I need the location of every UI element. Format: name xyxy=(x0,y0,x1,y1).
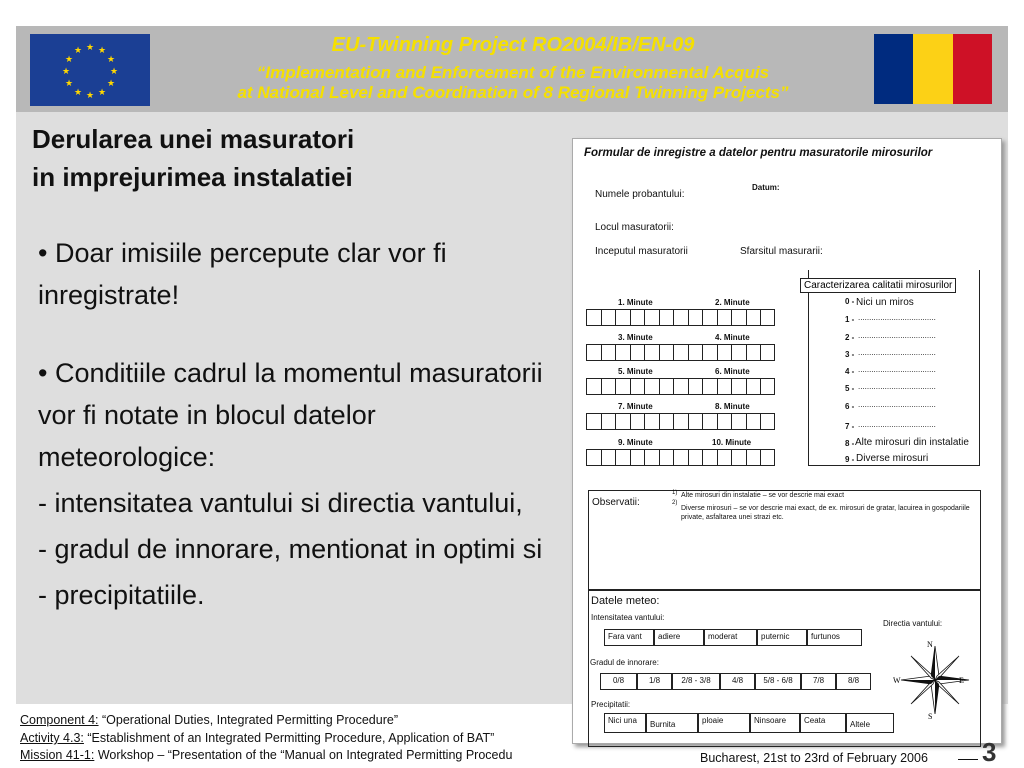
footer-divider xyxy=(958,759,978,760)
footer-activity xyxy=(20,731,494,745)
odor-text-1: ................................... xyxy=(858,313,936,322)
cloud-option-5-6-8[interactable]: 5/8 - 6/8 xyxy=(755,673,801,690)
odor-num-3: 3 - xyxy=(845,350,855,359)
svg-text:★: ★ xyxy=(61,67,71,77)
precip-option-altele[interactable]: Altele xyxy=(846,713,894,733)
odor-num-5: 5 - xyxy=(845,384,855,393)
precip-option-ninsoare[interactable]: Ninsoare xyxy=(750,713,800,733)
svg-text:★: ★ xyxy=(85,91,95,101)
footer-component xyxy=(20,713,398,727)
page-number: 3 xyxy=(982,737,997,767)
odor-num-0: 0 - xyxy=(845,297,855,306)
intensitatea-label: Intensitatea vantului: xyxy=(591,613,665,622)
field-sfarsitul: Sfarsitul masurarii: xyxy=(740,246,823,257)
field-datum: Datum: xyxy=(752,183,780,192)
odor-text-8: Alte mirosuri din instalatie xyxy=(855,437,969,448)
minute-grid-row-3 xyxy=(586,378,775,395)
bullet-1: • Doar imisiile percepute clar vor fi inregistrate! xyxy=(38,238,447,310)
minute-grid-row-2 xyxy=(586,344,775,361)
odor-text-7: ................................... xyxy=(858,420,936,429)
bullet-2: • Conditiile cadrul la momentul masuratorii vor fi notate in blocul datelor meteorologice: xyxy=(38,358,543,472)
svg-text:★: ★ xyxy=(73,46,83,56)
innorare-label: Gradul de innorare: xyxy=(590,658,659,667)
bullet-list xyxy=(38,232,560,616)
minute-label-8: 8. Minute xyxy=(715,402,750,411)
minute-label-4: 4. Minute xyxy=(715,333,750,342)
footnote-1: Alte mirosuri din instalatie – se vor descrie mai exact xyxy=(681,492,845,499)
odor-quality-title: Caracterizarea calitatii mirosurilor xyxy=(800,278,956,293)
compass-s: S xyxy=(928,712,933,721)
precip-option-nici-una[interactable]: Nici una xyxy=(604,713,646,733)
svg-text:★: ★ xyxy=(106,79,116,89)
footer-date: Bucharest, 21st to 23rd of February 2006 xyxy=(700,752,928,765)
field-inceputul: Inceputul masuratorii xyxy=(595,246,688,257)
slide-title-line-2: in imprejurimea instalatiei xyxy=(32,162,353,192)
odor-text-5: ................................... xyxy=(858,382,936,391)
wind-option-fara-vant[interactable]: Fara vant xyxy=(604,629,654,646)
cloud-option-2-3-8[interactable]: 2/8 - 3/8 xyxy=(672,673,720,690)
footer-component-text: “Operational Duties, Integrated Permitting Procedure” xyxy=(98,713,398,727)
cloud-option-0-8[interactable]: 0/8 xyxy=(600,673,637,690)
eu-flag-icon xyxy=(30,34,150,106)
compass-w: W xyxy=(893,676,901,685)
precipitatii-label: Precipitatii: xyxy=(591,700,631,709)
footer-activity-label: Activity 4.3: xyxy=(20,731,84,745)
slide-title-line-1: Derularea unei masuratori xyxy=(32,124,355,154)
svg-text:★: ★ xyxy=(85,43,95,53)
cloud-option-1-8[interactable]: 1/8 xyxy=(637,673,672,690)
odor-text-2: ................................... xyxy=(858,331,936,340)
meteo-label: Datele meteo: xyxy=(591,595,660,607)
odor-num-6: 6 - xyxy=(845,402,855,411)
minute-label-10: 10. Minute xyxy=(712,438,752,447)
field-locul: Locul masuratorii: xyxy=(595,222,674,233)
sub-bullet-2: - gradul de innorare, mentionat in optimi si xyxy=(38,534,543,564)
wind-option-furtunos[interactable]: furtunos xyxy=(807,629,862,646)
svg-text:★: ★ xyxy=(97,46,107,56)
minute-label-6: 6. Minute xyxy=(715,367,750,376)
cloud-option-8-8[interactable]: 8/8 xyxy=(836,673,871,690)
svg-text:★: ★ xyxy=(106,55,116,65)
minute-label-9: 9. Minute xyxy=(618,438,653,447)
odor-num-9: 9 - xyxy=(845,455,855,464)
footer-component-label: Component 4: xyxy=(20,713,99,727)
footnote-1-mark: 1) xyxy=(672,490,678,496)
odor-num-1: 1 - xyxy=(845,315,855,324)
minute-label-1: 1. Minute xyxy=(618,298,653,307)
footnote-2-mark: 2) xyxy=(672,500,678,506)
odor-text-4: ................................... xyxy=(858,365,936,374)
minute-grid-row-4 xyxy=(586,413,775,430)
cloud-option-7-8[interactable]: 7/8 xyxy=(801,673,836,690)
wind-option-moderat[interactable]: moderat xyxy=(704,629,757,646)
compass-n: N xyxy=(927,640,933,649)
precip-option-ceata[interactable]: Ceata xyxy=(800,713,846,733)
header-title: EU-Twinning Project RO2004/IB/EN-09 xyxy=(331,34,695,56)
minute-grid-row-1 xyxy=(586,309,775,326)
precip-option-ploaie[interactable]: ploaie xyxy=(698,713,750,733)
odor-num-2: 2 - xyxy=(845,333,855,342)
svg-text:★: ★ xyxy=(64,79,74,89)
wind-option-puternic[interactable]: puternic xyxy=(757,629,807,646)
cloud-option-4-8[interactable]: 4/8 xyxy=(720,673,755,690)
slide-title xyxy=(32,112,552,205)
sub-bullet-1: - intensitatea vantului si directia vantului, xyxy=(38,488,523,518)
minute-grid-row-5 xyxy=(586,449,775,466)
footnote-2: Diverse mirosuri – se vor descrie mai exact, de ex. mirosuri de gratar, lacuirea in gospodariile private, asfaltarea unei strazi etc. xyxy=(681,505,970,521)
sub-bullet-3: - precipitatiile. xyxy=(38,580,205,610)
odor-text-3: ................................... xyxy=(858,348,936,357)
field-numele: Numele probantului: xyxy=(595,189,685,200)
wind-option-adiere[interactable]: adiere xyxy=(654,629,704,646)
observatii-label: Observatii: xyxy=(592,497,640,508)
odor-num-4: 4 - xyxy=(845,367,855,376)
odor-num-7: 7 - xyxy=(845,422,855,431)
svg-text:★: ★ xyxy=(73,88,83,98)
romania-flag-icon xyxy=(874,34,992,104)
odor-text-6: ................................... xyxy=(858,400,936,409)
minute-label-5: 5. Minute xyxy=(618,367,653,376)
svg-text:★: ★ xyxy=(97,88,107,98)
header-subtitle-2: at National Level and Coordination of 8 Regional Twinning Projects” xyxy=(237,83,789,102)
svg-text:★: ★ xyxy=(109,67,119,77)
footer-mission-label: Mission 41-1: xyxy=(20,748,95,762)
form-title: Formular de inregistre a datelor pentru masuratorile mirosurilor xyxy=(584,147,933,159)
precip-option-burnita[interactable]: Burnita xyxy=(646,713,698,733)
odor-text-0: Nici un miros xyxy=(856,297,914,308)
odor-num-8: 8 - xyxy=(845,439,855,448)
minute-label-2: 2. Minute xyxy=(715,298,750,307)
footer-mission xyxy=(20,748,572,762)
header-subtitle-1: “Implementation and Enforcement of the Environmental Acquis xyxy=(256,63,770,82)
footer-mission-text: Workshop – “Presentation of the “Manual on Integrated Permitting Procedu xyxy=(94,748,513,762)
footer-date-clip xyxy=(700,752,952,768)
svg-text:★: ★ xyxy=(64,55,74,65)
minute-label-3: 3. Minute xyxy=(618,333,653,342)
footer-activity-text: “Establishment of an Integrated Permitting Procedure, Application of BAT” xyxy=(83,731,495,745)
compass-e: E xyxy=(959,676,964,685)
minute-label-7: 7. Minute xyxy=(618,402,653,411)
directia-label: Directia vantului: xyxy=(883,619,943,628)
odor-text-9: Diverse mirosuri xyxy=(856,453,929,464)
